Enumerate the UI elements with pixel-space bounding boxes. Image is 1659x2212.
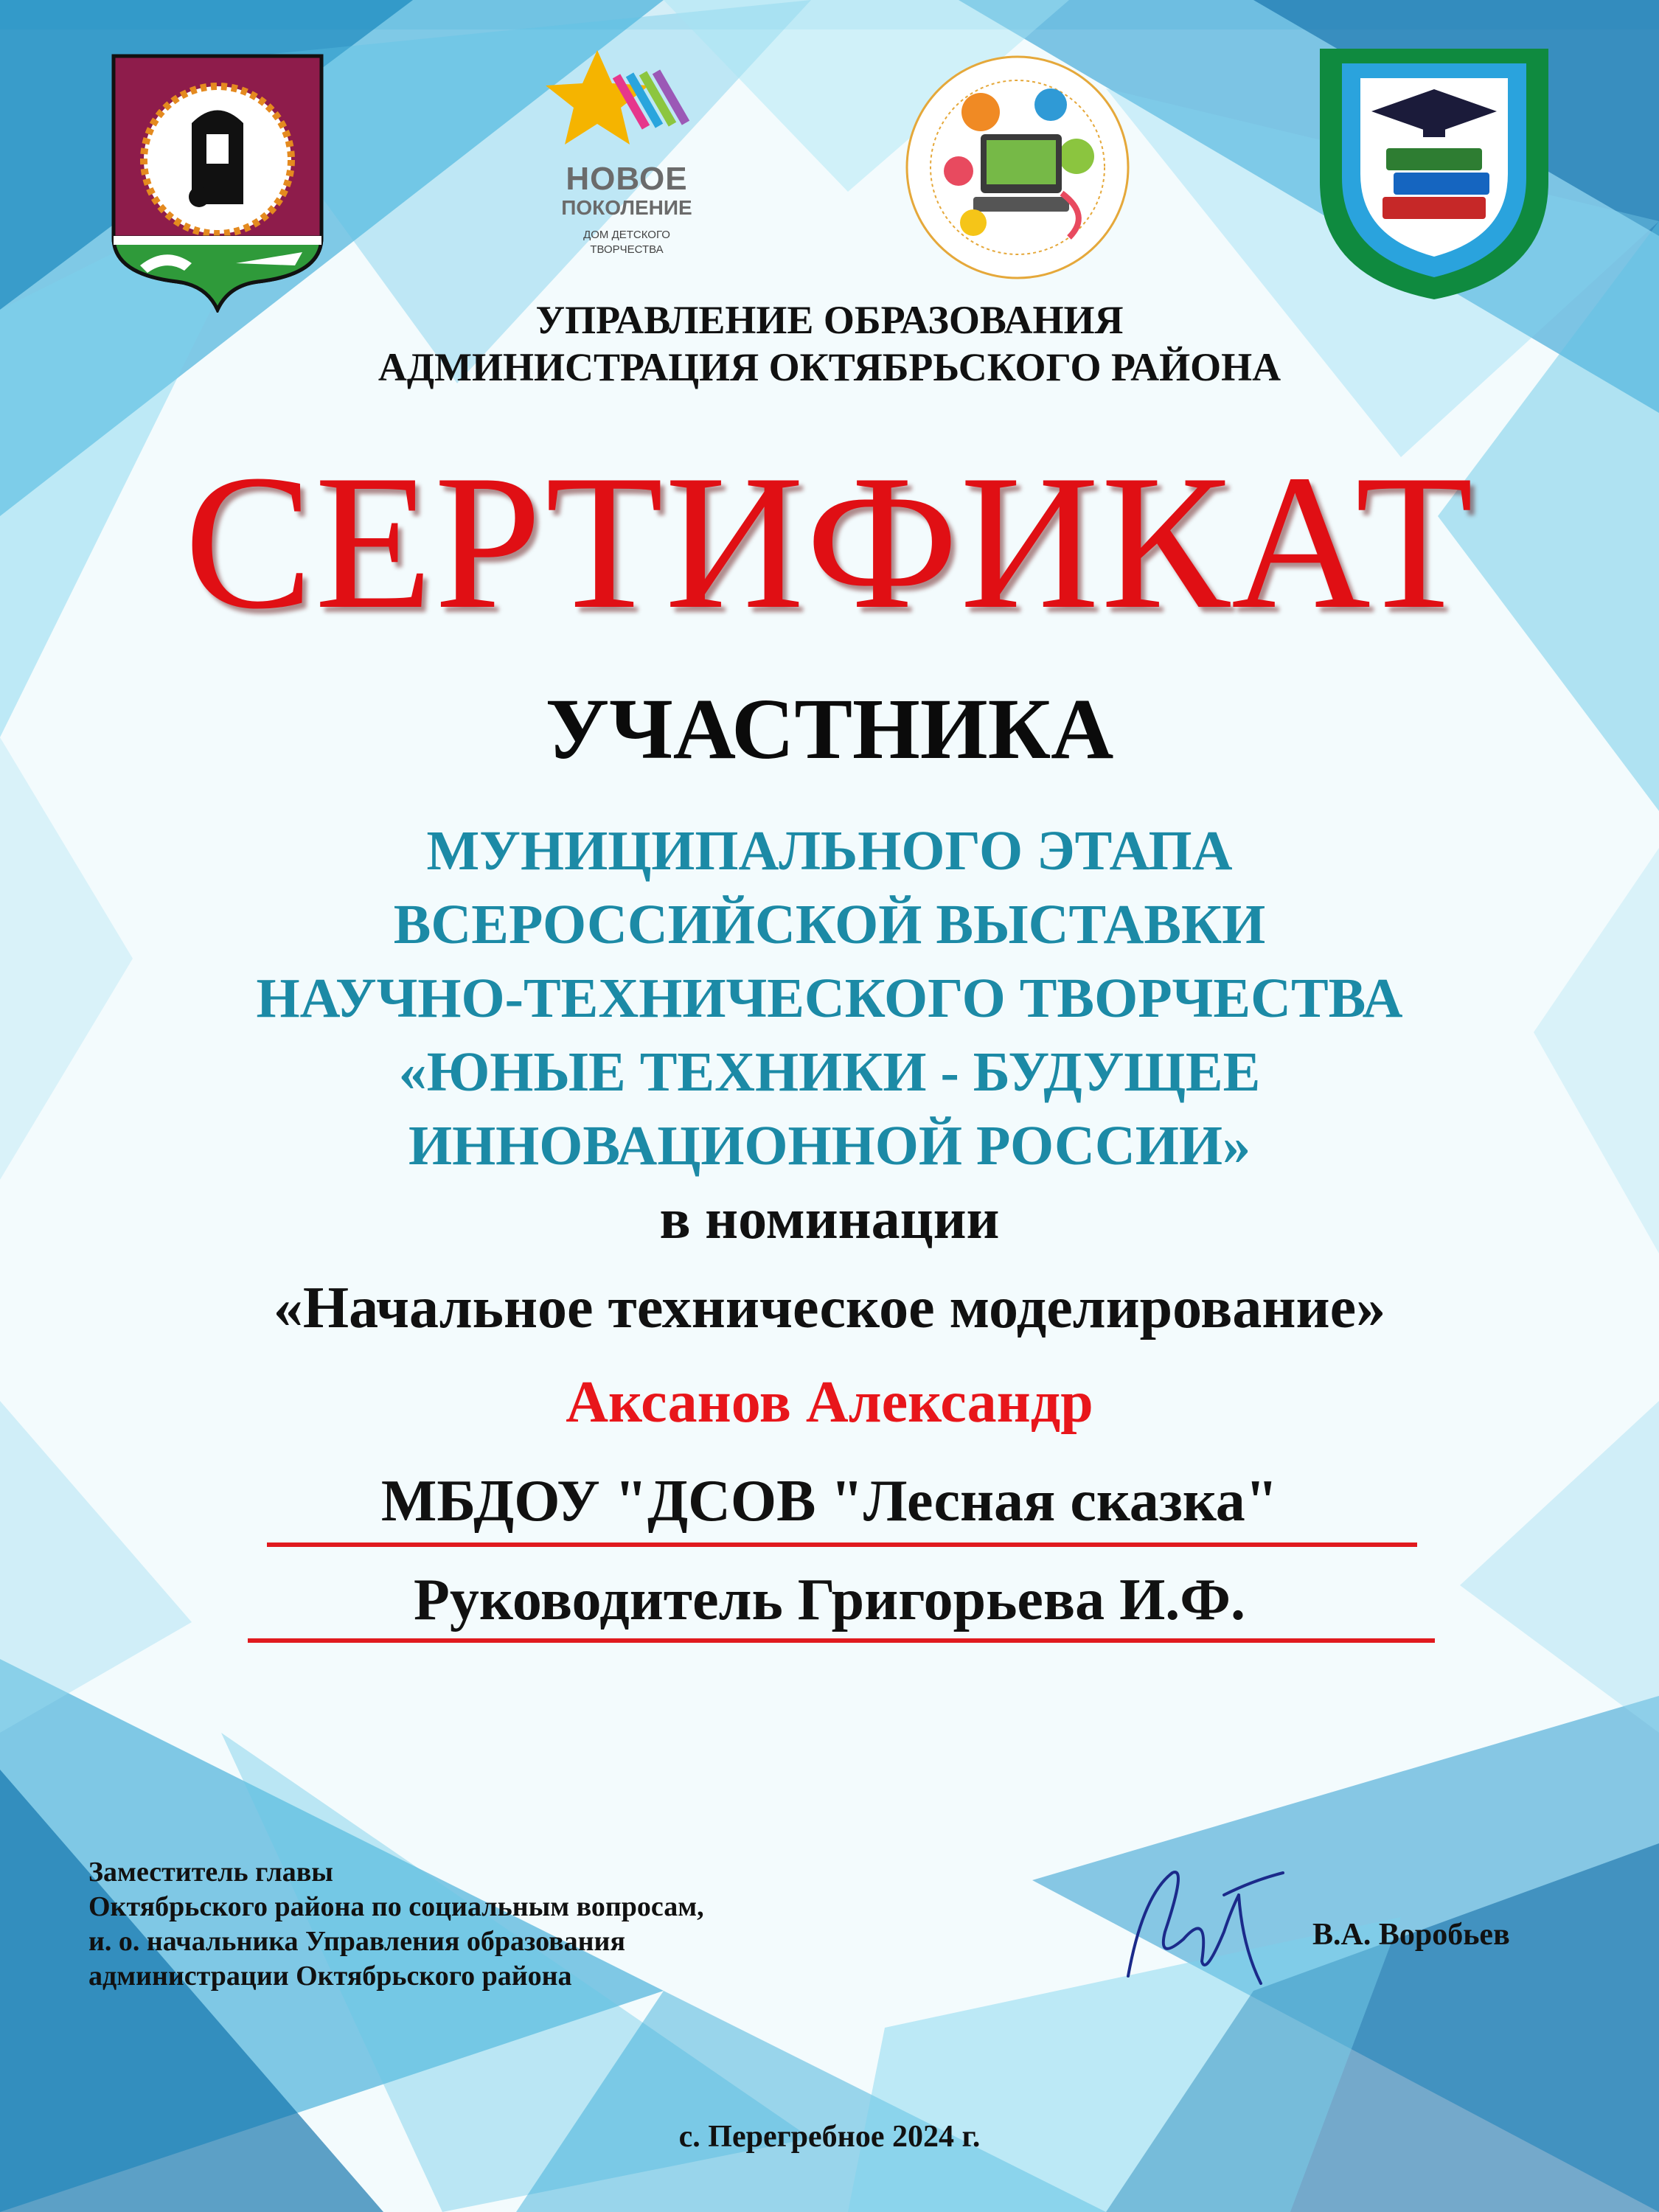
novoe-logo-line4: ТВОРЧЕСТВА xyxy=(590,243,664,256)
event-line-3: НАУЧНО-ТЕХНИЧЕСКОГО ТВОРЧЕСТВА xyxy=(256,967,1403,1029)
place-and-year: с. Перегребное 2024 г. xyxy=(678,2120,981,2154)
event-line-2: ВСЕРОССИЙСКОЙ ВЫСТАВКИ xyxy=(393,894,1266,956)
education-department-logo xyxy=(1298,41,1578,307)
novoe-logo-line2: ПОКОЛЕНИЕ xyxy=(561,196,692,219)
district-coat-of-arms xyxy=(111,53,324,313)
signatory-title-block xyxy=(88,1855,704,1994)
novoe-logo-line3: ДОМ ДЕТСКОГО xyxy=(583,229,670,241)
organization-underline xyxy=(267,1543,1417,1547)
event-line-4: «ЮНЫЕ ТЕХНИКИ - БУДУЩЕЕ xyxy=(398,1041,1261,1103)
supervisor-name: Руководитель Григорьева И.Ф. xyxy=(413,1568,1246,1632)
certificate-subtitle: УЧАСТНИКА xyxy=(545,681,1114,777)
event-line-5: ИННОВАЦИОННОЙ РОССИИ» xyxy=(408,1115,1251,1177)
signatory-line-2: Октябрьского района по социальным вопросам, xyxy=(88,1891,704,1922)
handwritten-signature xyxy=(1113,1851,1305,1998)
nomination-intro: в номинации xyxy=(659,1186,1000,1251)
novoe-pokolenie-logo xyxy=(538,43,715,271)
event-line-1: МУНИЦИПАЛЬНОГО ЭТАПА xyxy=(426,820,1233,882)
supervisor-underline xyxy=(248,1638,1435,1643)
header-line-1: УПРАВЛЕНИЕ ОБРАЗОВАНИЯ xyxy=(535,298,1124,342)
certificate-title: СЕРТИФИКАТ xyxy=(184,435,1475,649)
header-line-2: АДМИНИСТРАЦИЯ ОКТЯБРЬСКОГО РАЙОНА xyxy=(378,345,1281,389)
participant-name: Аксанов Александр xyxy=(566,1370,1093,1435)
young-technicians-logo xyxy=(892,46,1143,289)
novoe-logo-line1: НОВОЕ xyxy=(566,161,688,197)
signatory-line-4: администрации Октябрьского района xyxy=(88,1961,572,1992)
signatory-line-1: Заместитель главы xyxy=(88,1857,333,1888)
signatory-name: В.А. Воробьев xyxy=(1312,1918,1510,1952)
nomination-name: «Начальное техническое моделирование» xyxy=(273,1276,1386,1340)
organization-name: МБДОУ "ДСОВ "Лесная сказка" xyxy=(380,1469,1279,1534)
signatory-line-3: и. о. начальника Управления образования xyxy=(88,1926,626,1957)
